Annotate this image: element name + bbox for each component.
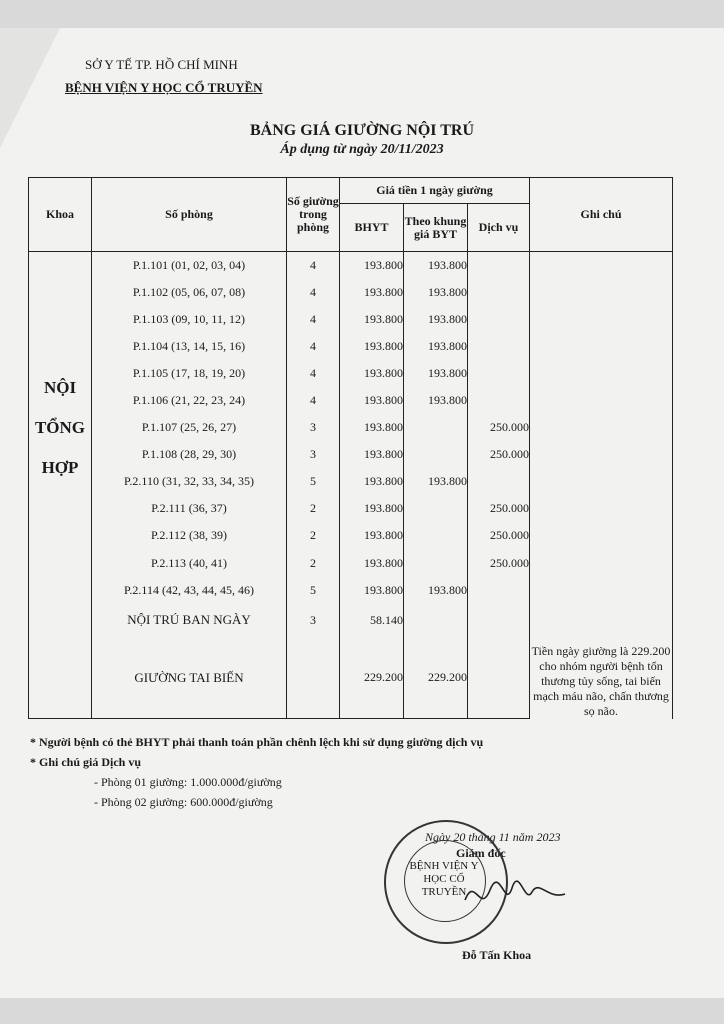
khoa-empty-cell (29, 637, 92, 718)
service-price-cell (468, 387, 530, 414)
service-price-cell (468, 306, 530, 333)
service-price-cell: 250.000 (468, 550, 530, 577)
beds-cell: 3 (287, 604, 340, 637)
service-price-cell (468, 637, 530, 718)
room-cell: GIƯỜNG TAI BIẾN (92, 637, 287, 718)
beds-cell: 4 (287, 360, 340, 387)
note-cell: Tiền ngày giường là 229.200 cho nhóm người bệnh tổn thương tủy sống, tai biến mạch máu não, chấn thương sọ não. (530, 604, 673, 719)
service-price-cell (468, 252, 530, 279)
khoa-name: NỘI TỔNG HỢP (29, 252, 92, 604)
header-beds: Số giường trong phòng (287, 178, 340, 252)
table-row (29, 604, 673, 637)
header-note: Ghi chú (530, 178, 673, 252)
bed-price-table (28, 177, 673, 719)
room-cell: P.1.103 (09, 10, 11, 12) (92, 306, 287, 333)
room-cell: P.2.114 (42, 43, 44, 45, 46) (92, 577, 287, 604)
bhyt-price-cell: 193.800 (340, 414, 404, 441)
signature-role: Giám đốc (456, 846, 506, 860)
table-row (29, 252, 673, 279)
beds-cell (287, 637, 340, 718)
beds-cell: 5 (287, 468, 340, 495)
room-cell: P.1.106 (21, 22, 23, 24) (92, 387, 287, 414)
price-double-room: - Phòng 02 giường: 600.000đ/giường (94, 795, 273, 809)
frame-price-cell: 193.800 (404, 360, 468, 387)
bhyt-price-cell: 193.800 (340, 468, 404, 495)
room-cell: P.2.112 (38, 39) (92, 522, 287, 549)
bhyt-price-cell: 193.800 (340, 387, 404, 414)
beds-cell: 4 (287, 252, 340, 279)
frame-price-cell: 193.800 (404, 252, 468, 279)
handwritten-signature (460, 870, 570, 920)
room-cell: P.2.113 (40, 41) (92, 550, 287, 577)
frame-price-cell: 193.800 (404, 387, 468, 414)
bhyt-price-cell: 193.800 (340, 306, 404, 333)
frame-price-cell: 193.800 (404, 577, 468, 604)
header-price-group: Giá tiền 1 ngày giường (340, 178, 530, 204)
service-price-cell: 250.000 (468, 414, 530, 441)
bhyt-price-cell: 229.200 (340, 637, 404, 718)
header-room: Số phòng (92, 178, 287, 252)
beds-cell: 4 (287, 306, 340, 333)
bhyt-price-cell: 193.800 (340, 360, 404, 387)
service-price-cell (468, 333, 530, 360)
service-price-cell (468, 577, 530, 604)
frame-price-cell (404, 522, 468, 549)
frame-price-cell (404, 550, 468, 577)
note-empty-cell (530, 252, 673, 604)
frame-price-cell: 193.800 (404, 333, 468, 360)
beds-cell: 2 (287, 495, 340, 522)
bhyt-price-cell: 193.800 (340, 441, 404, 468)
page-title: BẢNG GIÁ GIƯỜNG NỘI TRÚ (249, 122, 475, 139)
hospital-name: BỆNH VIỆN Y HỌC CỔ TRUYỀN (65, 80, 263, 95)
room-cell: P.1.107 (25, 26, 27) (92, 414, 287, 441)
agency-name: SỞ Y TẾ TP. HỒ CHÍ MINH (85, 57, 238, 72)
frame-price-cell: 229.200 (404, 637, 468, 718)
beds-cell: 3 (287, 414, 340, 441)
signature-date: Ngày 20 tháng 11 năm 2023 (425, 830, 561, 844)
frame-price-cell (404, 441, 468, 468)
beds-cell: 4 (287, 387, 340, 414)
service-price-cell (468, 468, 530, 495)
service-price-cell: 250.000 (468, 495, 530, 522)
room-cell: P.1.105 (17, 18, 19, 20) (92, 360, 287, 387)
bhyt-price-cell: 193.800 (340, 522, 404, 549)
stamp-text: BỆNH VIỆN Y HỌC CỔ TRUYỀN (409, 860, 479, 898)
beds-cell: 4 (287, 279, 340, 306)
director-name: Đỗ Tấn Khoa (462, 948, 532, 962)
header-frame: Theo khung giá BYT (404, 204, 468, 252)
service-price-cell (468, 604, 530, 637)
header-bhyt: BHYT (340, 204, 404, 252)
beds-cell: 4 (287, 333, 340, 360)
room-cell: P.1.104 (13, 14, 15, 16) (92, 333, 287, 360)
header-khoa: Khoa (29, 178, 92, 252)
beds-cell: 2 (287, 522, 340, 549)
frame-price-cell: 193.800 (404, 306, 468, 333)
beds-cell: 2 (287, 550, 340, 577)
frame-price-cell: 193.800 (404, 279, 468, 306)
bhyt-price-cell: 193.800 (340, 495, 404, 522)
room-cell: P.2.110 (31, 32, 33, 34, 35) (92, 468, 287, 495)
service-price-cell: 250.000 (468, 441, 530, 468)
service-price-cell (468, 360, 530, 387)
room-cell: P.1.101 (01, 02, 03, 04) (92, 252, 287, 279)
footnote-service-heading: * Ghi chú giá Dịch vụ (30, 755, 142, 769)
bhyt-price-cell: 193.800 (340, 550, 404, 577)
bhyt-price-cell: 193.800 (340, 333, 404, 360)
bhyt-price-cell: 193.800 (340, 252, 404, 279)
frame-price-cell: 193.800 (404, 468, 468, 495)
bhyt-price-cell: 193.800 (340, 577, 404, 604)
page-subtitle: Áp dụng từ ngày 20/11/2023 (280, 142, 444, 157)
frame-price-cell (404, 495, 468, 522)
beds-cell: 5 (287, 577, 340, 604)
khoa-empty-cell (29, 604, 92, 637)
room-cell: P.1.108 (28, 29, 30) (92, 441, 287, 468)
room-cell: NỘI TRÚ BAN NGÀY (92, 604, 287, 637)
bhyt-price-cell: 193.800 (340, 279, 404, 306)
frame-price-cell (404, 414, 468, 441)
service-price-cell: 250.000 (468, 522, 530, 549)
bhyt-price-cell: 58.140 (340, 604, 404, 637)
footnote-bhyt: * Người bệnh có thẻ BHYT phải thanh toán phần chênh lệch khi sử dụng giường dịch vụ (30, 735, 484, 749)
beds-cell: 3 (287, 441, 340, 468)
frame-price-cell (404, 604, 468, 637)
service-price-cell (468, 279, 530, 306)
header-service: Dịch vụ (468, 204, 530, 252)
room-cell: P.2.111 (36, 37) (92, 495, 287, 522)
price-single-room: - Phòng 01 giường: 1.000.000đ/giường (94, 775, 282, 789)
room-cell: P.1.102 (05, 06, 07, 08) (92, 279, 287, 306)
